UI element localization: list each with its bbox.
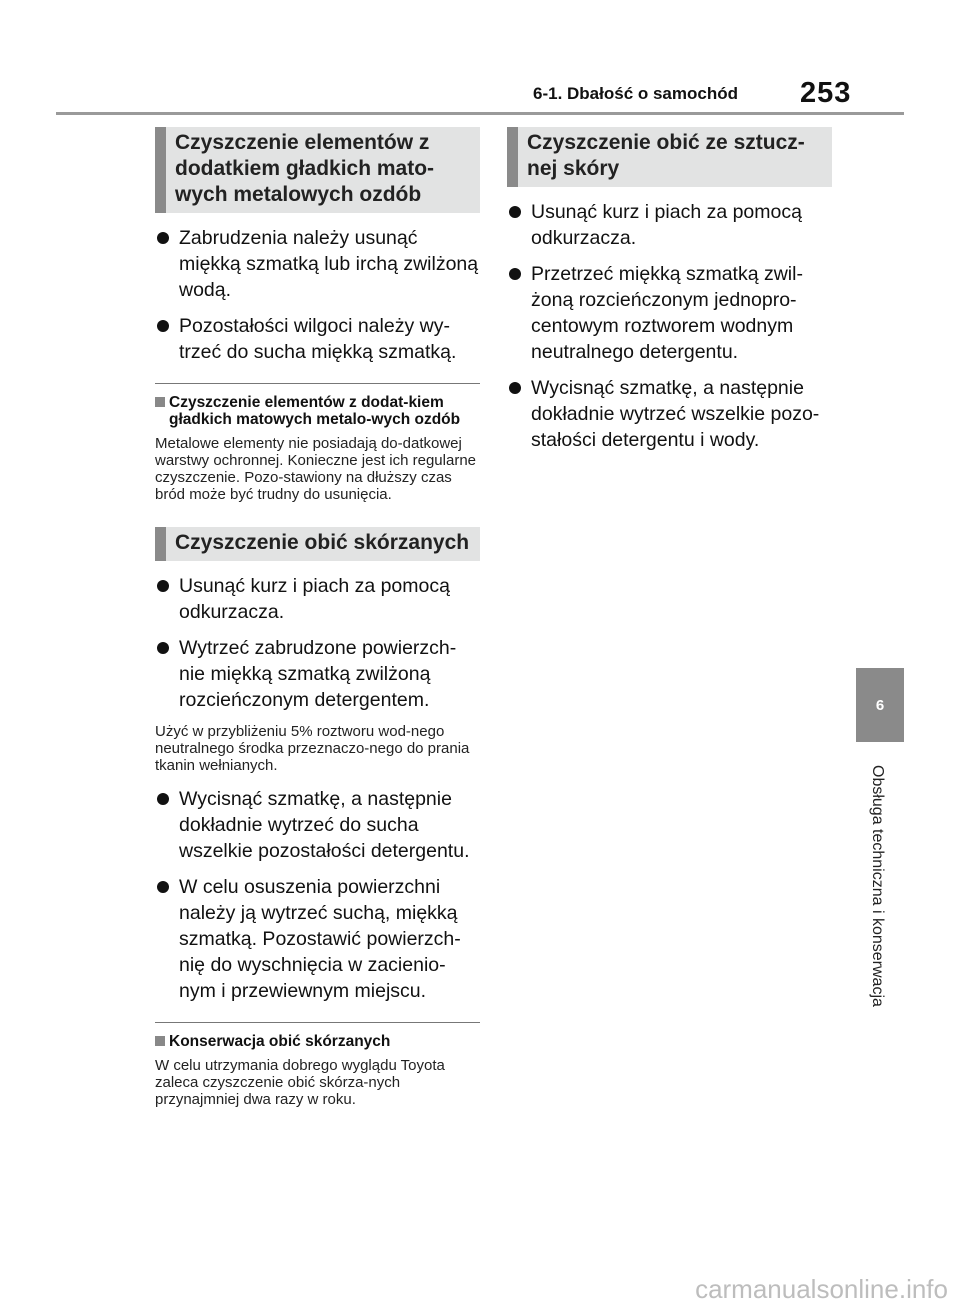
bullet-item: Wycisnąć szmatkę, a następnie dokładnie wytrzeć wszelkie pozo-stałości detergentu i wody. bbox=[507, 375, 832, 453]
subsection-body-metal: Metalowe elementy nie posiadają do-datkowej warstwy ochronnej. Konieczne jest ich regularne czyszczenie. Pozo-stawiony na dłuższy czas bród może być trudny do usunięcia. bbox=[155, 435, 476, 503]
bullet-icon bbox=[157, 642, 169, 654]
section-title-synthetic-leather: Czyszczenie obić ze sztucz-nej skóry bbox=[507, 127, 832, 187]
subsection-title-metal: Czyszczenie elementów z dodat-kiem gładkich matowych metalo-wych ozdób bbox=[155, 394, 480, 428]
bullet-item: Wytrzeć zabrudzone powierzch-nie miękką szmatką zwilżoną rozcieńczonym detergentem. bbox=[155, 635, 480, 713]
bullet-icon bbox=[157, 580, 169, 592]
bullet-icon bbox=[509, 206, 521, 218]
left-column bbox=[155, 127, 480, 1108]
page-number: 253 bbox=[800, 77, 852, 109]
bullet-item: Usunąć kurz i piach za pomocą odkurzacza. bbox=[155, 573, 480, 625]
divider bbox=[155, 383, 480, 384]
bullet-icon bbox=[157, 320, 169, 332]
divider bbox=[155, 1022, 480, 1023]
bullet-icon bbox=[157, 793, 169, 805]
bullet-icon bbox=[157, 881, 169, 893]
right-column bbox=[507, 127, 832, 463]
section-title-metal-trim: Czyszczenie elementów z dodatkiem gładkich mato-wych metalowych ozdób bbox=[155, 127, 480, 213]
header-rule bbox=[56, 112, 904, 115]
subsection-title-leather-care: Konserwacja obić skórzanych bbox=[155, 1033, 480, 1050]
bullet-item: W celu osuszenia powierzchni należy ją wytrzeć suchą, miękką szmatką. Pozostawić powierzch-nię do wyschnięcia w zacienio-nym i przewiewnym miejscu. bbox=[155, 874, 480, 1004]
subsection-body-leather-care: W celu utrzymania dobrego wyglądu Toyota zaleca czyszczenie obić skórza-nych przynajmniej dwa razy w roku. bbox=[155, 1057, 445, 1108]
watermark: carmanualsonline.info bbox=[695, 1274, 948, 1304]
note-text: Użyć w przybliżeniu 5% roztworu wod-nego neutralnego środka przeznaczo-nego do prania tkanin wełnianych. bbox=[155, 723, 470, 774]
bullet-icon bbox=[509, 268, 521, 280]
square-icon bbox=[155, 1036, 165, 1046]
chapter-label: Obsługa techniczna i konserwacja bbox=[869, 765, 886, 1007]
chapter-tab: 6 bbox=[856, 668, 904, 742]
bullet-item: Pozostałości wilgoci należy wy-trzeć do sucha miękką szmatką. bbox=[155, 313, 480, 365]
bullet-item: Usunąć kurz i piach za pomocą odkurzacza. bbox=[507, 199, 832, 251]
square-icon bbox=[155, 397, 165, 407]
bullet-icon bbox=[157, 232, 169, 244]
bullet-item: Przetrzeć miękką szmatką zwil-żoną rozcieńczonym jednopro-centowym roztworem wodnym neutralnego detergentu. bbox=[507, 261, 832, 365]
section-title-leather: Czyszczenie obić skórzanych bbox=[155, 527, 480, 561]
bullet-item: Wycisnąć szmatkę, a następnie dokładnie wytrzeć do sucha wszelkie pozostałości detergentu. bbox=[155, 786, 480, 864]
section-header: 6-1. Dbałość o samochód bbox=[533, 84, 738, 103]
bullet-icon bbox=[509, 382, 521, 394]
bullet-item: Zabrudzenia należy usunąć miękką szmatką lub irchą zwilżoną wodą. bbox=[155, 225, 480, 303]
